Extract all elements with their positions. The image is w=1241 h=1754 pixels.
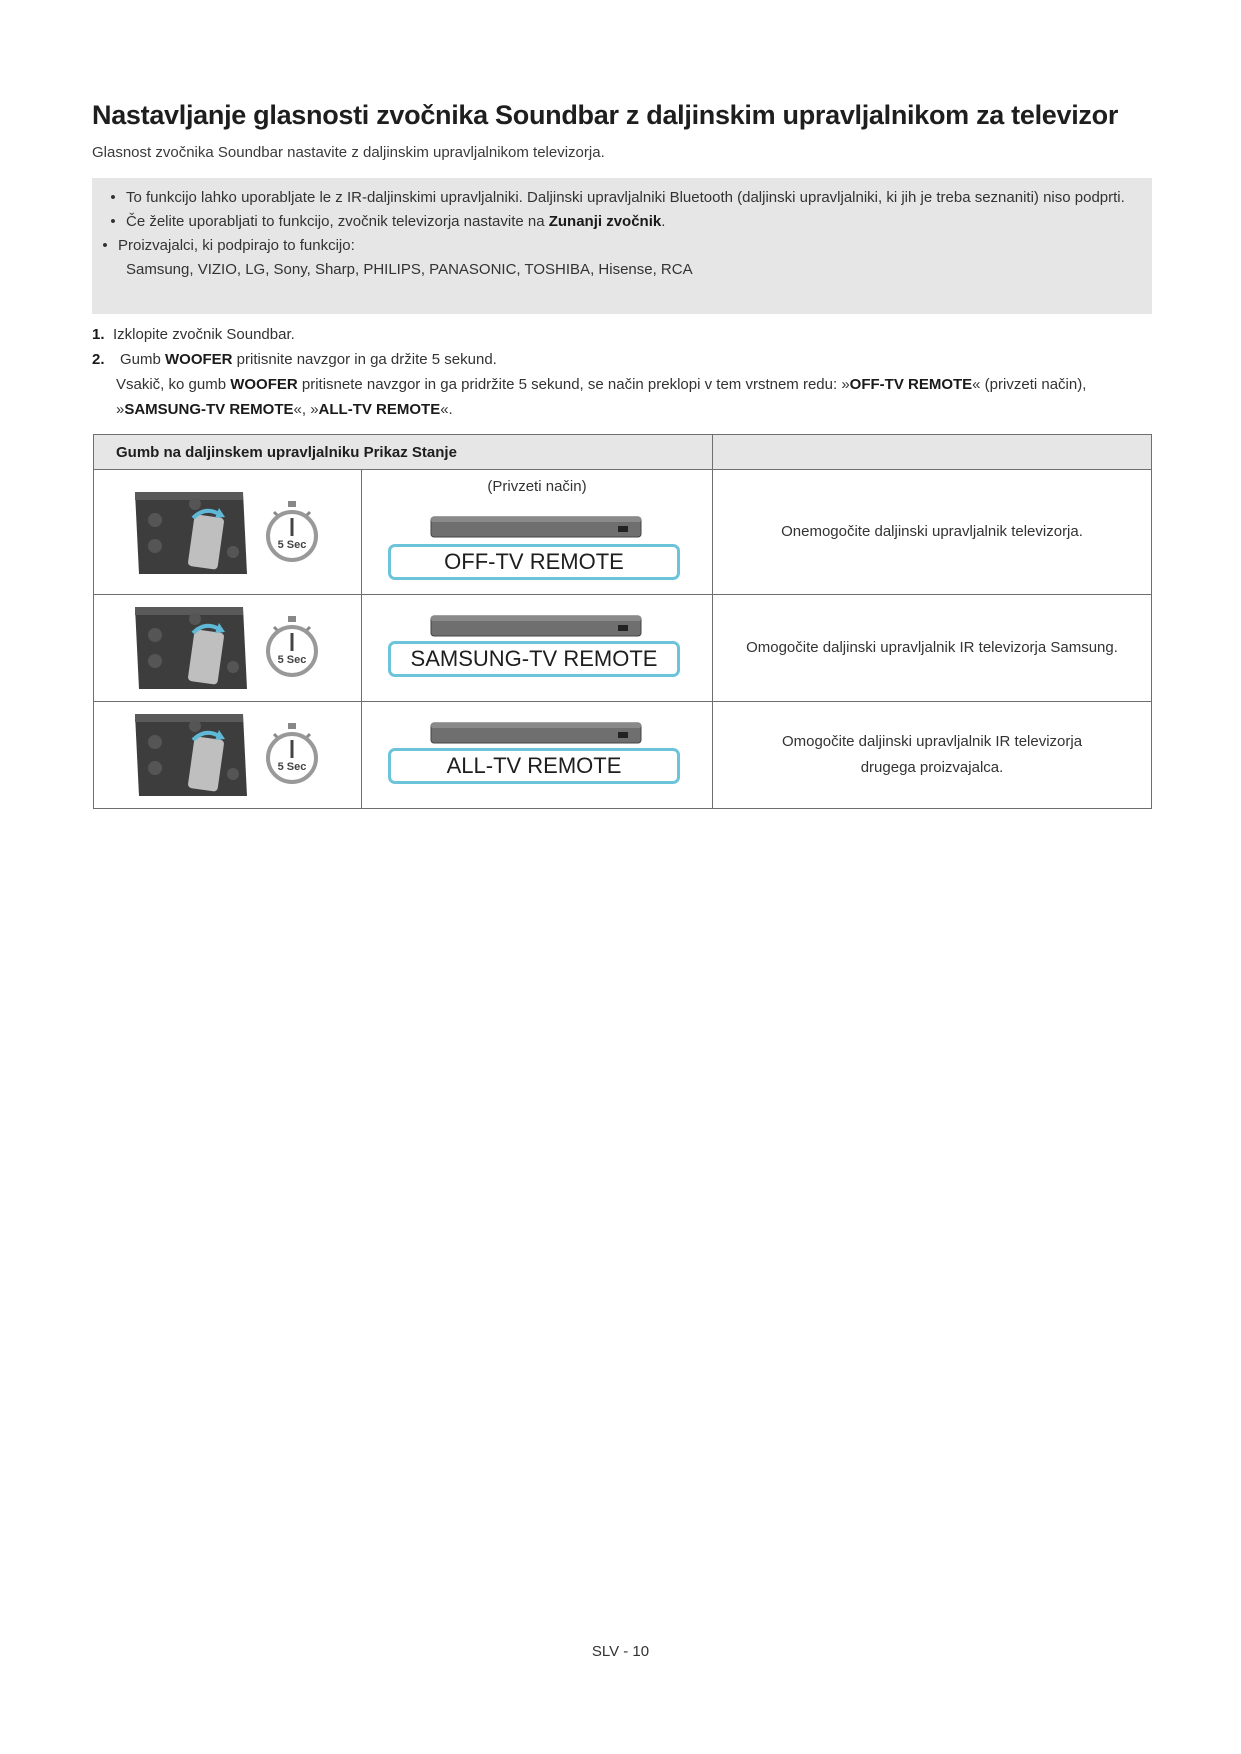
page-title: Nastavljanje glasnosti zvočnika Soundbar z daljinskim upravljalnikom za televizor	[92, 100, 1119, 130]
display-cell	[362, 595, 713, 702]
steps	[92, 322, 1162, 422]
remote-control-icon	[133, 712, 251, 798]
note-item	[104, 185, 1152, 209]
remote-cell	[94, 595, 362, 702]
display-cell	[362, 702, 713, 809]
manufacturer-list: Samsung, VIZIO, LG, Sony, Sharp, PHILIPS, PANASONIC, TOSHIBA, Hisense, RCA	[126, 260, 693, 278]
remote-control-icon	[133, 605, 251, 691]
note-text: Če želite uporabljati to funkcijo, zvočnik televizorja nastavite na Zunanji zvočnik.	[126, 212, 666, 230]
status-cell	[713, 470, 1152, 595]
status-cell	[713, 595, 1152, 702]
step-1: 1. Izklopite zvočnik Soundbar.	[92, 326, 295, 343]
note-item	[104, 209, 1152, 233]
table-row	[94, 470, 1152, 595]
remote-cell	[94, 470, 362, 595]
table-header: Gumb na daljinskem upravljalniku Prikaz Stanje	[94, 435, 713, 470]
remote-cell	[94, 702, 362, 809]
soundbar-icon	[430, 615, 642, 637]
timer-label: 5 Sec	[277, 539, 307, 551]
page-number: SLV - 10	[591, 1643, 650, 1660]
status-cell	[713, 702, 1152, 809]
status-text: Onemogočite daljinski upravljalnik televizorja.	[781, 523, 1083, 540]
status-text: Omogočite daljinski upravljalnik IR televizorja Samsung.	[746, 639, 1118, 656]
step-2-detail: Vsakič, ko gumb WOOFER pritisnete navzgor in ga pridržite 5 sekund, se način preklopi v tem vrstnem redu: »OFF-TV REMOTE« (privzeti način), »SAMSUNG-TV REMOTE«, »ALL-TV REMOTE«.	[116, 376, 1087, 418]
mode-caption: (Privzeti način)	[487, 478, 587, 495]
page-subtitle: Glasnost zvočnika Soundbar nastavite z daljinskim upravljalnikom televizorja.	[92, 144, 605, 161]
bullet-icon: •	[110, 212, 116, 230]
mode-display: ALL-TV REMOTE	[388, 748, 680, 784]
soundbar-icon	[430, 516, 642, 538]
bullet-icon: •	[110, 188, 116, 206]
table-header-empty	[713, 435, 1152, 470]
note-text: Proizvajalci, ki podpirajo to funkcijo:	[118, 236, 355, 254]
bullet-icon: •	[102, 236, 108, 254]
mode-display: OFF-TV REMOTE	[388, 544, 680, 580]
remote-control-icon	[133, 490, 251, 576]
status-text: Omogočite daljinski upravljalnik IR televizorja drugega proizvajalca.	[781, 733, 1083, 776]
note-text: To funkcijo lahko uporabljate le z IR-daljinskimi upravljalniki. Daljinski upravljalniki Bluetooth (daljinski upravljalniki, ki jih je treba seznaniti) niso podprti.	[126, 188, 1125, 206]
timer-label: 5 Sec	[277, 761, 307, 773]
stopwatch-icon	[264, 615, 320, 679]
stopwatch-icon	[264, 722, 320, 786]
table-row	[94, 702, 1152, 809]
mode-display: SAMSUNG-TV REMOTE	[388, 641, 680, 677]
display-cell	[362, 470, 713, 595]
table-header-row	[94, 435, 1152, 470]
note-item	[96, 233, 1152, 257]
mode-table	[93, 434, 1152, 809]
stopwatch-icon	[264, 500, 320, 564]
soundbar-icon	[430, 722, 642, 744]
table-row	[94, 595, 1152, 702]
timer-label: 5 Sec	[277, 654, 307, 666]
step-2: 2. Gumb WOOFER pritisnite navzgor in ga držite 5 sekund.	[92, 351, 497, 368]
note-box	[92, 178, 1152, 314]
